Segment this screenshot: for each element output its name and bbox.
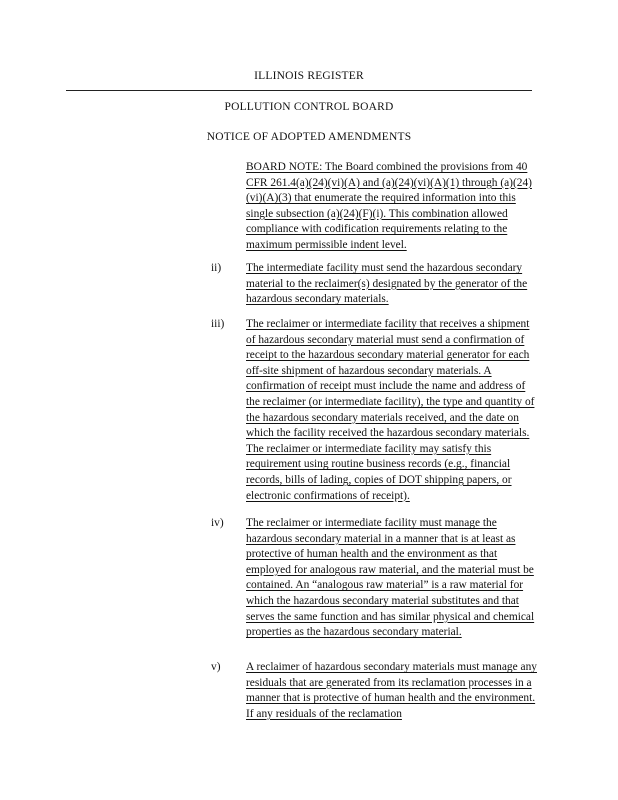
register-title: ILLINOIS REGISTER — [254, 70, 364, 82]
subsection-text: The intermediate facility must send the hazardous secondary material to the reclaimer(s) designated by the generator of the hazardous secondary materials. — [246, 262, 528, 306]
subsection-iii — [211, 317, 541, 504]
header-rule — [66, 90, 532, 91]
subsection-label: v) — [211, 661, 221, 673]
subsection-text: The reclaimer or intermediate facility that receives a shipment of hazardous secondary material must send a confirmation of receipt to the hazardous secondary material generator for each off-site shipment of hazardous secondary materials. A confirmation of receipt must include the name and address of the reclaimer (or intermediate facility), the type and quantity of the hazardous secondary materials received, and the date on which the facility received the hazardous secondary materials. The reclaimer or intermediate facility may satisfy this requirement using routine business records (e.g., financial records, bills of lading, copies of DOT shipping papers, or electronic confirmations of receipt). — [246, 318, 535, 502]
subsection-text: A reclaimer of hazardous secondary materials must manage any residuals that are generated from its reclamation processes in a manner that is protective of human health and the environment. If any residuals of the reclamation — [246, 661, 537, 720]
subsection-text: The reclaimer or intermediate facility must manage the hazardous secondary material in a manner that is at least as protective of human health and the environment as that employed for analogous raw material, and the material must be contained. An “analogous raw material” is a raw material for which the hazardous secondary material substitutes and that serves the same function and has similar physical and chemical properties as the hazardous secondary material. — [246, 517, 535, 639]
subsection-iv — [211, 516, 541, 641]
subsection-label: iv) — [211, 517, 224, 529]
subsection-label: ii) — [211, 262, 222, 274]
board-note: BOARD NOTE: The Board combined the provisions from 40 CFR 261.4(a)(24)(vi)(A) and (a)(24)(vi)(A)(1) through (a)(24)(vi)(A)(3) that enumerate the required information into this single subsection (a)(24)(F)(i). This combination allowed compliance with codification requirements relating to the maximum permissible indent level. — [246, 161, 532, 251]
notice-title: NOTICE OF ADOPTED AMENDMENTS — [206, 131, 412, 143]
subsection-ii — [211, 261, 541, 308]
subsection-label: iii) — [211, 318, 225, 330]
subsection-v — [211, 660, 541, 722]
board-name: POLLUTION CONTROL BOARD — [224, 101, 394, 113]
